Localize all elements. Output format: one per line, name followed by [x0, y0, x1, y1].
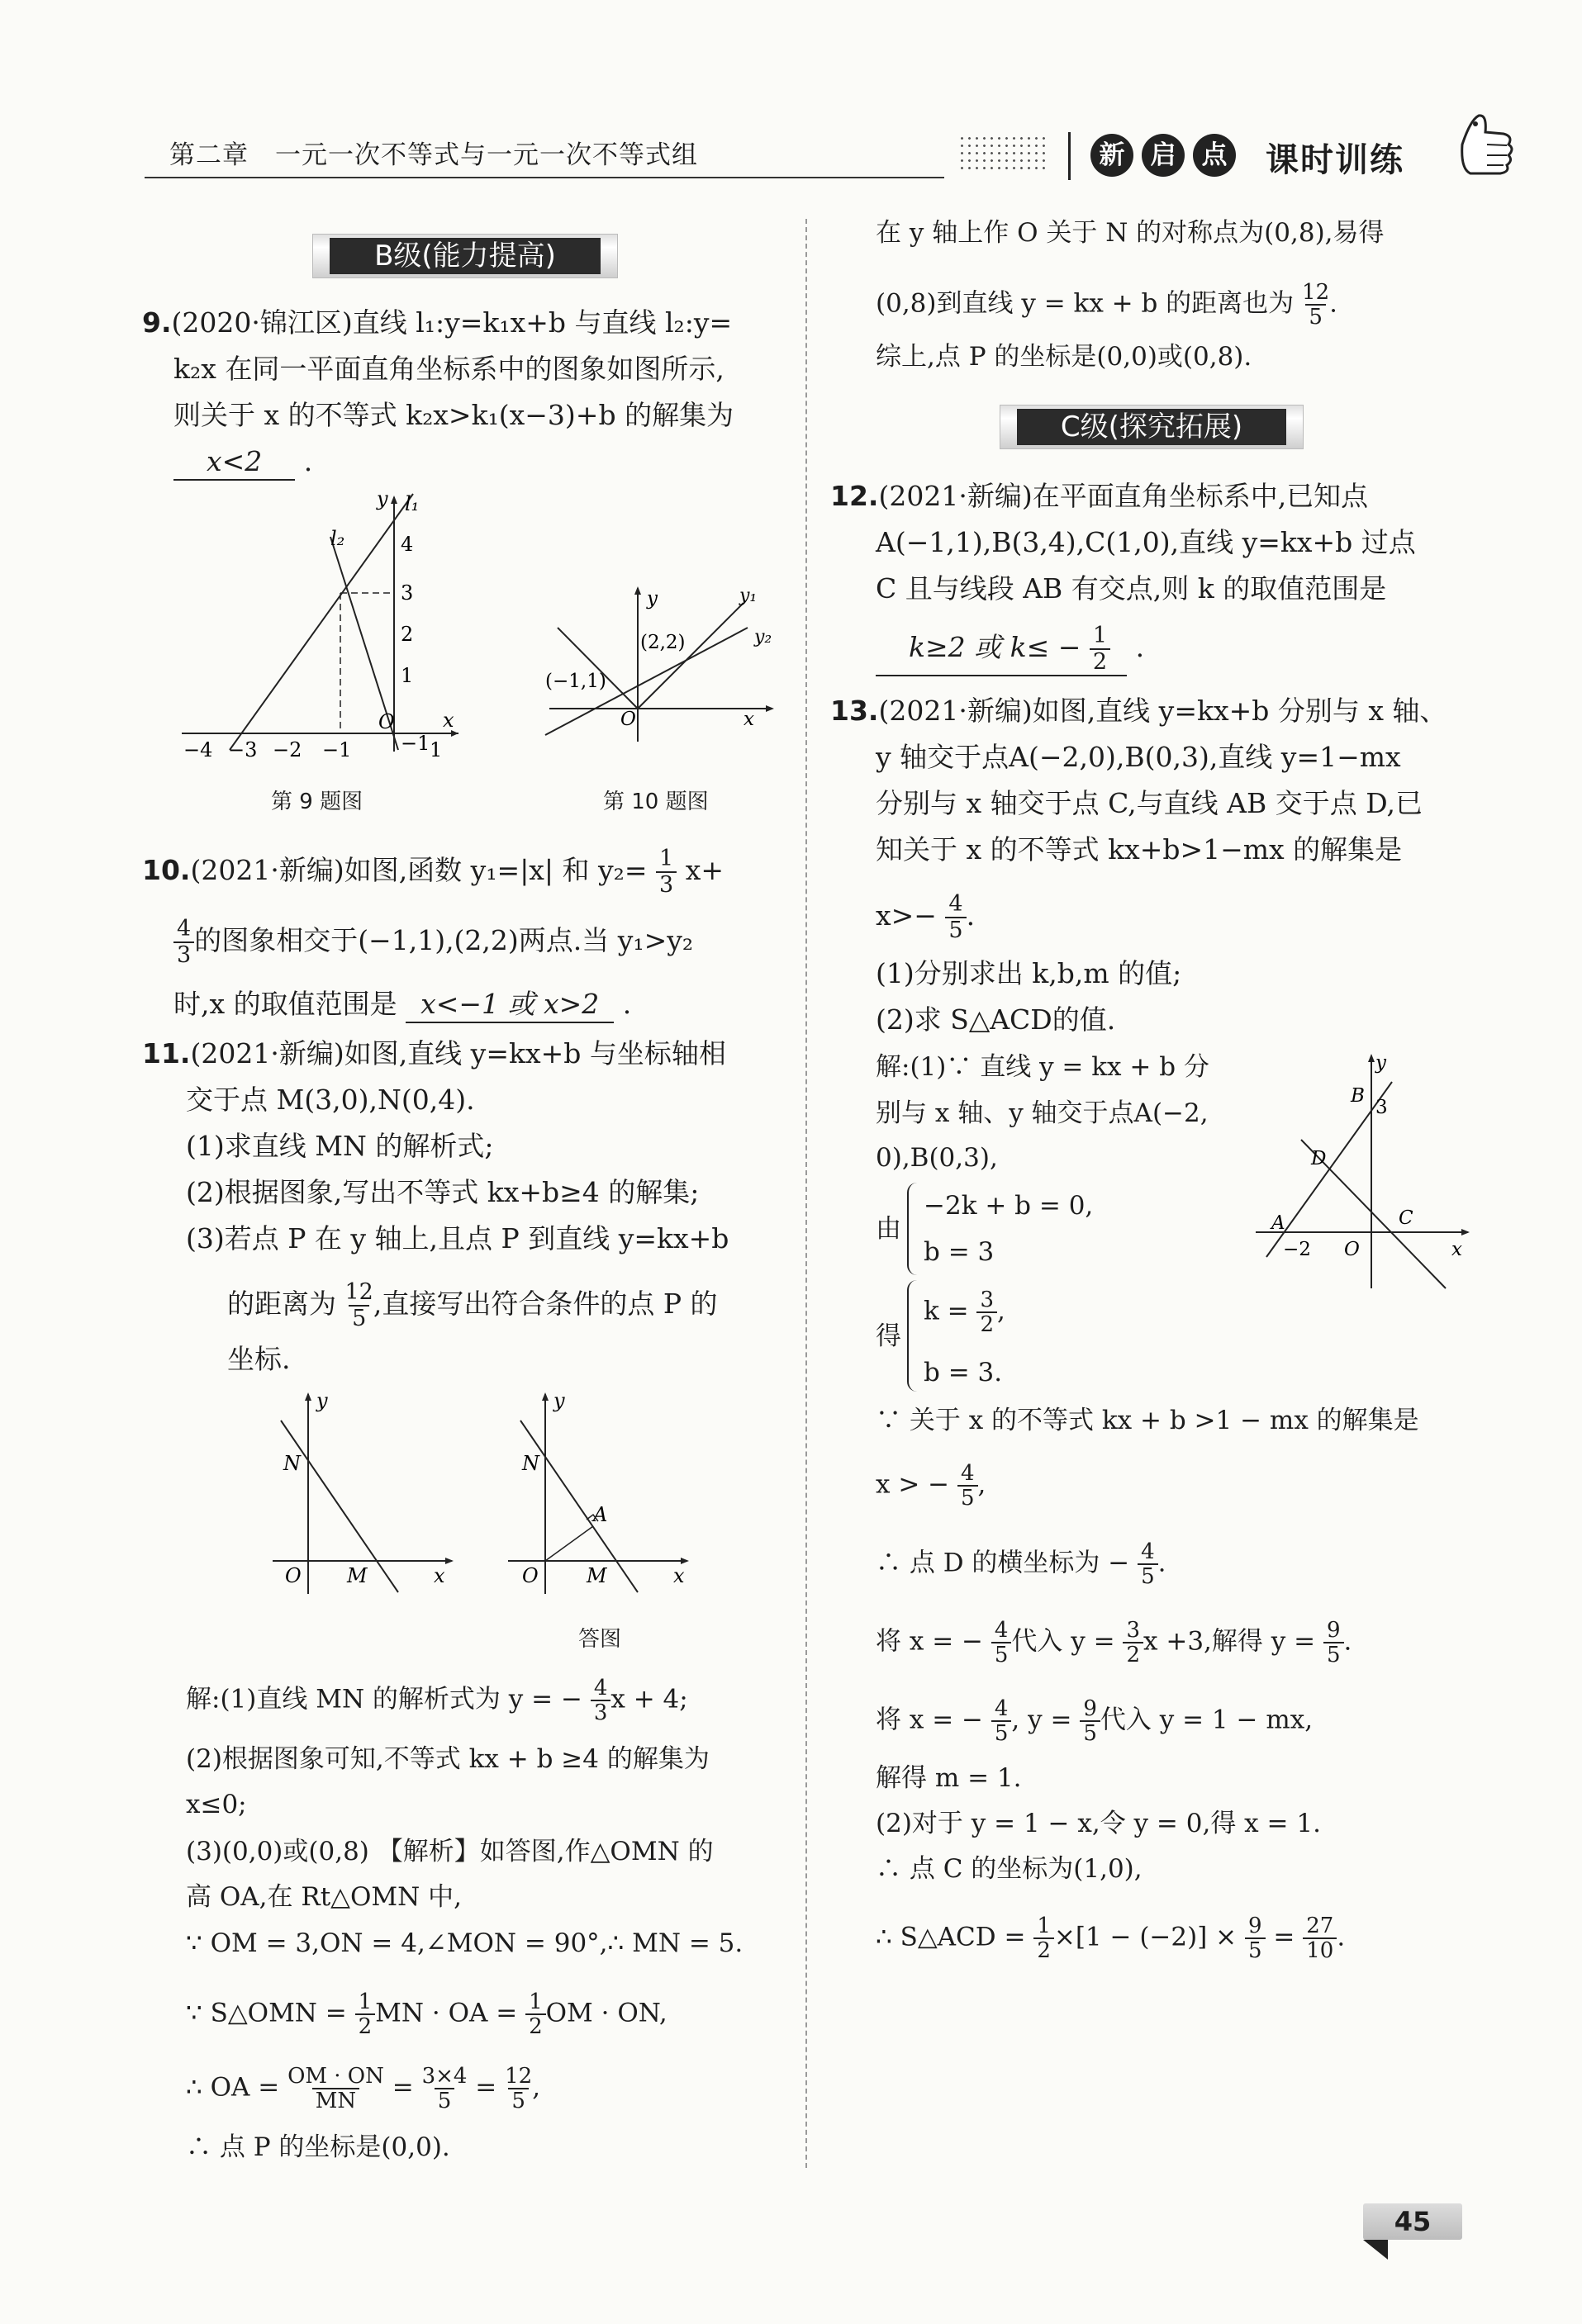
q13-s10-frac1-num: 4 — [994, 1696, 1009, 1721]
q13-s2: 别与 x 轴、y 轴交于点A(−2, — [876, 1098, 1209, 1128]
q11-part1: (1)求直线 MN 的解析式; — [186, 1130, 494, 1162]
q13-s14-frac3-num: 27 — [1306, 1914, 1334, 1938]
q13-axis-x: x — [1451, 1239, 1462, 1260]
q10-line3: 时,x 的取值范围是 x<−1 或 x>2 . — [173, 987, 631, 1023]
q13-line1 — [830, 694, 1447, 728]
q12-line1 — [830, 479, 1368, 514]
page-number: 45 — [1363, 2203, 1462, 2240]
q11-sol3d-c: OM · ON, — [545, 1998, 667, 2028]
q11-sol3e-frac2 — [422, 2065, 468, 2113]
q13-label-d: D — [1311, 1148, 1327, 1169]
q13-s7: x > − $\frac{4}{5}$ , — [876, 1461, 986, 1511]
q13-label-3: 3 — [1375, 1097, 1388, 1118]
q11-sol3d-frac2-num: 1 — [529, 1990, 543, 2014]
q9-label-l2: l₂ — [330, 527, 345, 550]
q13-s14-a: ∴ S△ACD = — [876, 1922, 1026, 1952]
q9-xtick-neg2: −2 — [273, 738, 302, 760]
q11-part3-b — [227, 1280, 718, 1331]
q9-answer: x<2 — [173, 444, 295, 481]
q13-s4 — [876, 1212, 901, 1245]
q11a-axis-y: y — [553, 1389, 565, 1412]
q11-axis-y: y — [316, 1389, 328, 1412]
q10-point-2-2: (2,2) — [640, 632, 686, 653]
q13-s9-frac2-num: 3 — [1126, 1618, 1141, 1643]
q13-s10-b: , y = — [1011, 1705, 1072, 1735]
q13-s4-label: 由 — [876, 1214, 901, 1244]
q10-origin: O — [620, 709, 636, 730]
q13-axis-y: y — [1375, 1052, 1386, 1074]
q9-ytick-1: 1 — [401, 664, 414, 687]
header-divider — [1068, 132, 1071, 180]
q11-label-m: M — [347, 1564, 368, 1587]
q13-label-a: A — [1271, 1212, 1285, 1234]
q13-s9-frac2-den: 2 — [1123, 1642, 1143, 1667]
q11-p3-frac-den: 5 — [349, 1305, 369, 1331]
q11a-origin: O — [522, 1564, 539, 1587]
q11-right2-frac — [1302, 281, 1329, 329]
q13-s14-b: ×[1 − (−2)] × — [1053, 1922, 1238, 1952]
q11-sol3: (3)(0,0)或(0,8) 【解析】如答图,作△OMN 的 — [186, 1837, 714, 1866]
q13-s5 — [876, 1320, 901, 1353]
q11a-axis-x: x — [673, 1564, 685, 1587]
q13-s14-frac3-den: 10 — [1303, 1937, 1337, 1962]
q9-text1: (2020·锦江区)直线 l₁:y=k₁x+b 与直线 l₂:y= — [171, 306, 733, 339]
brand-title: 课时训练 — [1266, 141, 1404, 179]
q13-s8-frac-den: 5 — [1138, 1563, 1158, 1588]
q12-answer-frac-num: 1 — [1092, 623, 1108, 648]
q13-number: 13. — [830, 695, 879, 727]
q11-sol3d-frac1-den: 2 — [355, 2013, 376, 2038]
q13-label-c: C — [1399, 1207, 1413, 1229]
q13-s5-frac-num: 3 — [980, 1288, 995, 1312]
q11-sol3e-frac1 — [287, 2065, 384, 2113]
q10-frac1-den: 3 — [656, 871, 677, 898]
q11-sol3f: ∴ 点 P 的坐标是(0,0). — [186, 2132, 450, 2162]
q11a-label-a: A — [593, 1503, 608, 1526]
q11-sol1-frac-den: 3 — [591, 1700, 611, 1724]
q13-s9-a: 将 x = − — [876, 1626, 983, 1657]
q11-sol3d-text: ∵ S△OMN = — [186, 1998, 347, 2028]
q11-right2-frac-den: 5 — [1305, 304, 1326, 329]
q13-s9: 将 x = − $\frac{4}{5}$ 代入 y = $\frac{3}{2}$ x +3,解得 y = $\frac{9}{5}$ . — [876, 1618, 1352, 1667]
q11-text1: (2021·新编)如图,直线 y=kx+b 与坐标轴相 — [190, 1037, 726, 1070]
q11-sol1-text: 解:(1)直线 MN 的解析式为 y = − — [186, 1684, 582, 1715]
q11-sol1 — [186, 1677, 688, 1724]
q13-s7-frac — [957, 1462, 978, 1510]
q13-s10-c: 代入 y = 1 − mx, — [1100, 1705, 1314, 1735]
q11-sol3e-text: ∴ OA = — [186, 2072, 280, 2103]
q13-s6: ∵ 关于 x 的不等式 kx + b >1 − mx 的解集是 — [876, 1406, 1419, 1435]
q11-sol3e-frac1-num: OM · ON — [287, 2064, 384, 2089]
q9-axis-x: x — [443, 709, 454, 732]
q11-label-n: N — [283, 1452, 301, 1475]
q11-p3-frac-num: 12 — [344, 1279, 373, 1305]
q13-s9-frac1-den: 5 — [991, 1642, 1012, 1667]
q13-s14: ∴ S△ACD = $\frac{1}{2}$ ×[1 − (−2)] × $\frac{9}{5}$ = $\frac{27}{10}$ . — [876, 1914, 1346, 1963]
q9-xtick-1: 1 — [430, 738, 443, 760]
q13-s14-frac2-num: 9 — [1248, 1914, 1262, 1938]
q13-s8: ∴ 点 D 的横坐标为 − $\frac{4}{5}$ . — [876, 1539, 1166, 1589]
thumbs-up-icon — [1446, 107, 1520, 190]
q13-s10-a: 将 x = − — [876, 1705, 983, 1735]
q13-s10-frac1-den: 5 — [991, 1720, 1012, 1745]
q13-s4-brace — [907, 1183, 922, 1275]
q11a-label-n: N — [522, 1452, 539, 1475]
q13-s9-frac1 — [991, 1619, 1012, 1667]
q11-sol3d-frac1 — [355, 1990, 376, 2038]
q13-s9-c: x +3,解得 y = — [1143, 1626, 1316, 1657]
q10-frac2-den: 3 — [173, 941, 194, 968]
q13-label-b: B — [1351, 1085, 1365, 1107]
q13-line5-text: x>− — [876, 899, 937, 932]
q13-s10 — [876, 1697, 1313, 1745]
q11-right2: (0,8)到直线 y = kx + b 的距离也为 $\frac{12}{5}$ . — [876, 280, 1337, 330]
q13-s11: 解得 m = 1. — [876, 1763, 1022, 1793]
q13-part2: (2)求 S△ACD的值. — [876, 1003, 1116, 1036]
q13-line5-frac-den: 5 — [945, 917, 966, 943]
header-rule — [145, 177, 944, 178]
q10-point-neg1-1: (−1,1) — [545, 671, 606, 692]
q13-s10-frac1 — [991, 1697, 1012, 1745]
q13-s14-frac1-den: 2 — [1033, 1937, 1054, 1962]
q11-right2-text: (0,8)到直线 y = kx + b 的距离也为 — [876, 288, 1295, 319]
q12-answer-line: k≥2 或 k≤ − $\frac{1}{2}$ . — [876, 624, 1144, 676]
q13-s9-frac3-den: 5 — [1323, 1642, 1344, 1667]
q11-graph — [268, 1387, 458, 1602]
q13-s5-frac — [976, 1288, 997, 1336]
q11-part3-a: (3)若点 P 在 y 轴上,且点 P 到直线 y=kx+b — [186, 1222, 729, 1254]
q9-xtick-neg3: −3 — [228, 738, 258, 760]
q13-s9-frac1-num: 4 — [994, 1618, 1009, 1643]
q9-line1 — [142, 306, 732, 340]
q10-line1 — [142, 847, 724, 898]
q13-s3: 0),B(0,3), — [876, 1143, 998, 1173]
q10-text3: 时,x 的取值范围是 — [173, 988, 397, 1020]
q10-number: 10. — [142, 854, 191, 886]
q11-sol3e-frac2-den: 5 — [435, 2088, 455, 2113]
q9-label-l1: l₁ — [405, 492, 420, 515]
q13-s10-frac2-num: 9 — [1083, 1696, 1097, 1721]
q13-s5-brace — [907, 1280, 922, 1392]
q13-s12: (2)对于 y = 1 − x,令 y = 0,得 x = 1. — [876, 1809, 1321, 1838]
q10-frac1-num: 1 — [659, 846, 674, 871]
q13-s5-eq1-text: k = — [924, 1296, 969, 1326]
level-c-label: C级(探究拓展) — [1017, 409, 1286, 445]
q11-number: 11. — [142, 1037, 191, 1070]
q9-xtick-neg4: −4 — [183, 738, 213, 760]
q11-sol2: (2)根据图象可知,不等式 kx + b ≥4 的解集为 — [186, 1744, 710, 1774]
q13-s7-frac-num: 4 — [961, 1461, 975, 1486]
q13-s14-frac3 — [1303, 1914, 1337, 1962]
brand-char-3: 点 — [1193, 134, 1236, 177]
q13-line5-frac — [945, 892, 966, 943]
q11-sol3e-frac3-den: 5 — [508, 2088, 529, 2113]
q11-p3b-text: 的距离为 — [227, 1288, 336, 1320]
q11-part2: (2)根据图象,写出不等式 kx+b≥4 的解集; — [186, 1176, 700, 1208]
q13-s14-frac2-den: 5 — [1245, 1937, 1266, 1962]
q12-answer-text: k≥2 或 k≤ − — [909, 631, 1081, 663]
q13-s5-label: 得 — [876, 1321, 901, 1351]
q10-frac2 — [173, 917, 194, 968]
q11-sol3d-frac2 — [525, 1990, 546, 2038]
q13-label-neg2: −2 — [1283, 1239, 1311, 1260]
q11-line2: 交于点 M(3,0),N(0,4). — [186, 1084, 475, 1116]
q11-sol3d-frac2-den: 2 — [525, 2013, 546, 2038]
q13-s13: ∴ 点 C 的坐标为(1,0), — [876, 1854, 1143, 1884]
q9-answer-line: x<2 . — [173, 444, 312, 481]
q10-text1: (2021·新编)如图,函数 y₁=|x| 和 y₂= — [190, 854, 648, 886]
q9-line2: k₂x 在同一平面直角坐标系中的图象如图所示, — [173, 353, 724, 385]
q11-line1 — [142, 1036, 726, 1071]
q10-text2: 的图象相交于(−1,1),(2,2)两点.当 y₁>y₂ — [194, 924, 694, 956]
q10-caption: 第 10 题图 — [603, 790, 709, 814]
q10-axis-x: x — [743, 709, 754, 730]
q13-text1: (2021·新编)如图,直线 y=kx+b 分别与 x 轴、 — [878, 695, 1447, 727]
q13-s14-frac1 — [1033, 1914, 1054, 1962]
q13-line5-frac-num: 4 — [948, 891, 963, 917]
q13-line4: 知关于 x 的不等式 kx+b>1−mx 的解集是 — [876, 833, 1403, 866]
brand-char-2: 启 — [1142, 134, 1185, 177]
q11-right2-frac-num: 12 — [1302, 280, 1330, 305]
q12-line3: C 且与线段 AB 有交点,则 k 的取值范围是 — [876, 572, 1387, 605]
q13-line5: x>− $\frac{4}{5}$ . — [876, 891, 976, 943]
q13-s4-eq1: −2k + b = 0, — [924, 1191, 1094, 1221]
level-b-banner — [312, 234, 618, 278]
q9-graph — [173, 487, 471, 760]
q11-sol3d — [186, 1990, 667, 2038]
q13-line2: y 轴交于点A(−2,0),B(0,3),直线 y=1−mx — [876, 741, 1401, 773]
q13-s10-frac2-den: 5 — [1080, 1720, 1100, 1745]
q13-s8-text: ∴ 点 D 的横坐标为 − — [876, 1548, 1130, 1578]
header-dot-pattern — [958, 135, 1049, 169]
q11-right3: 综上,点 P 的坐标是(0,0)或(0,8). — [876, 342, 1252, 372]
q13-s14-frac1-num: 1 — [1037, 1914, 1051, 1938]
q9-axis-y: y — [377, 487, 388, 510]
brand-char-1: 新 — [1090, 134, 1133, 177]
q11-answer-caption: 答图 — [578, 1627, 622, 1652]
q11a-label-m: M — [587, 1564, 607, 1587]
column-divider — [805, 219, 807, 2168]
q10-text1b: x+ — [685, 854, 724, 886]
q12-answer-frac-den: 2 — [1090, 648, 1110, 675]
q10-label-y2: y₂ — [754, 627, 772, 647]
q13-s5-eq1: k = $\frac{3}{2}$ , — [924, 1288, 1005, 1337]
q13-s7-frac-den: 5 — [957, 1485, 978, 1510]
q12-answer-frac — [1090, 624, 1110, 675]
q13-s8-frac — [1138, 1540, 1158, 1588]
q10-answer: x<−1 或 x>2 — [406, 987, 614, 1023]
q10-axis-y: y — [647, 588, 658, 609]
q13-s5-frac-den: 2 — [976, 1311, 997, 1336]
q11-sol2b: x≤0; — [186, 1790, 247, 1819]
chapter-title: 第二章 一元一次不等式与一元一次不等式组 — [169, 140, 698, 170]
q9-xtick-neg1: −1 — [322, 738, 352, 760]
level-c-banner — [1000, 405, 1304, 449]
q11-sol3b: 高 OA,在 Rt△OMN 中, — [186, 1882, 462, 1912]
q13-s9-frac3-num: 9 — [1326, 1618, 1341, 1643]
q11-p3c-text: ,直接写出符合条件的点 P 的 — [373, 1288, 718, 1320]
q10-frac1 — [656, 847, 677, 898]
q13-s9-frac3 — [1323, 1619, 1344, 1667]
q12-answer — [876, 624, 1127, 676]
q9-ytick-2: 2 — [401, 623, 414, 646]
q13-s7-text: x > − — [876, 1469, 950, 1500]
q11-p3-frac — [345, 1280, 373, 1331]
q13-part1: (1)分别求出 k,b,m 的值; — [876, 957, 1182, 989]
page-number-tab-icon — [1363, 2240, 1388, 2260]
q13-s9-b: 代入 y = — [1011, 1626, 1115, 1657]
q13-s4-eq2: b = 3 — [924, 1237, 995, 1267]
q9-ytick-4: 4 — [401, 533, 414, 556]
q11-sol3e-frac2-num: 3×4 — [421, 2064, 468, 2089]
q11-right1: 在 y 轴上作 O 关于 N 的对称点为(0,8),易得 — [876, 218, 1385, 248]
q13-graph — [1252, 1049, 1475, 1297]
q13-s1: 解:(1)∵ 直线 y = kx + b 分 — [876, 1052, 1209, 1082]
q13-s5-eq2: b = 3. — [924, 1358, 1003, 1387]
q11-sol1-frac-num: 4 — [593, 1676, 608, 1700]
q12-text1: (2021·新编)在平面直角坐标系中,已知点 — [878, 480, 1369, 512]
q13-s8-frac-num: 4 — [1141, 1539, 1155, 1564]
q11-answer-graph — [504, 1387, 694, 1602]
q11-sol3d-b: MN · OA = — [375, 1998, 518, 2028]
q9-ytick-neg1: −1 — [401, 732, 430, 755]
level-b-label: B级(能力提高) — [330, 238, 601, 274]
q12-number: 12. — [830, 480, 879, 512]
q11-sol3e-frac1-den: MN — [312, 2088, 359, 2113]
q10-label-y1: y₁ — [739, 586, 758, 606]
q9-origin: O — [378, 710, 395, 733]
q9-ytick-3: 3 — [401, 581, 414, 605]
q11-origin: O — [285, 1564, 302, 1587]
q9-caption: 第 9 题图 — [271, 790, 363, 814]
q11-sol3e: ∴ OA = $\frac{OM \cdot ON}{MN}$ = $\frac{3\times 4}{5}$ = $\frac{12}{5}$ , — [186, 2064, 541, 2113]
q12-line2: A(−1,1),B(3,4),C(1,0),直线 y=kx+b 过点 — [876, 526, 1416, 558]
q11-sol1-frac — [591, 1677, 611, 1724]
q9-number: 9. — [142, 306, 172, 339]
q11-sol3e-frac3 — [505, 2065, 532, 2113]
q11-sol3e-frac3-num: 12 — [505, 2064, 533, 2089]
q13-origin: O — [1344, 1239, 1360, 1260]
q13-s9-frac2 — [1123, 1619, 1143, 1667]
q11-sol3c: ∵ OM = 3,ON = 4,∠MON = 90°,∴ MN = 5. — [186, 1928, 743, 1958]
q13-s10-frac2 — [1080, 1697, 1100, 1745]
q10-line2 — [173, 917, 693, 968]
q11-part3-d: 坐标. — [227, 1343, 291, 1375]
q10-frac2-num: 4 — [177, 916, 192, 941]
q10-graph — [541, 578, 781, 743]
q13-line3: 分别与 x 轴交于点 C,与直线 AB 交于点 D,已 — [876, 787, 1423, 819]
q13-s14-frac2 — [1245, 1914, 1266, 1962]
q11-axis-x: x — [434, 1564, 445, 1587]
q11-sol3d-frac1-num: 1 — [358, 1990, 373, 2014]
q9-line3: 则关于 x 的不等式 k₂x>k₁(x−3)+b 的解集为 — [173, 399, 734, 431]
q11-sol1b-text: x + 4; — [610, 1684, 688, 1715]
